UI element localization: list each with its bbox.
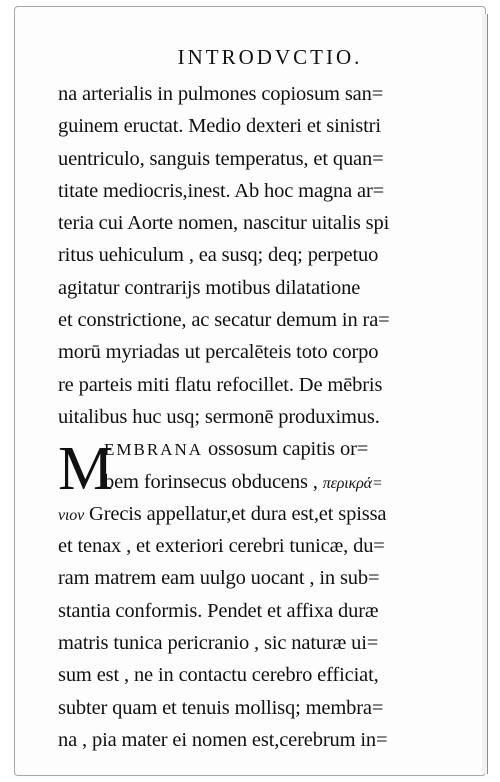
- text-line-15: et tenax , et exteriori cerebri tunicæ, du=: [58, 535, 385, 558]
- text-line-13-main: bem forinsecus obducens ,: [104, 470, 323, 493]
- paragraph-membrana: [58, 433, 428, 756]
- text-line-10: re parteis miti flatu refocillet. De mēbris: [58, 373, 383, 396]
- text-line-18: matris tunica pericranio , sic naturæ ui=: [58, 632, 379, 655]
- body-text: [58, 78, 428, 756]
- text-line-6: ritus uehiculum , ea susq; deq; perpetuo: [58, 244, 379, 267]
- text-line-1: na arterialis in pulmones copiosum san=: [58, 83, 384, 105]
- drop-cap-initial: M: [58, 435, 114, 504]
- text-line-12: [58, 433, 428, 465]
- text-line-2: guinem eructat. Medio dexteri et sinistri: [58, 115, 381, 138]
- text-line-9: morū myriadas ut percalēteis toto corpo: [58, 341, 379, 364]
- text-line-16: ram matrem eam uulgo uocant , in sub=: [58, 567, 380, 590]
- text-line-12-tail: ossosum capitis or=: [203, 438, 369, 461]
- text-line-3: uentriculo, sanguis temperatus, et quan=: [58, 147, 384, 170]
- text-line-19: sum est , ne in contactu cerebro efficiat,: [58, 664, 379, 687]
- initial-word-rest: EMBRANA: [104, 440, 204, 460]
- text-line-21: na , pia mater ei nomen est,cerebrum in=: [58, 728, 388, 751]
- greek-word-part-2: νιον: [58, 506, 85, 524]
- greek-word-part-1: περικρά=: [322, 474, 383, 492]
- text-line-17: stantia conformis. Pendet et affixa duræ: [58, 599, 379, 622]
- text-line-8: et constrictione, ac secatur demum in ra=: [58, 309, 390, 332]
- text-line-14: [58, 498, 428, 530]
- page-edge-shadow: [482, 14, 488, 774]
- text-line-14-rest: Grecis appellatur,et dura est,et spissa: [84, 502, 387, 525]
- text-line-5: teria cui Aorte nomen, nascitur uitalis spi: [58, 212, 390, 235]
- text-line-11: uitalibus huc usq; sermonē produximus.: [58, 405, 380, 428]
- text-line-13: [58, 466, 428, 498]
- text-line-7: agitatur contrarijs motibus dilatatione: [58, 276, 361, 299]
- text-line-20: subter quam et tenuis mollisq; membra=: [58, 696, 384, 719]
- text-line-4: titate mediocris,inest. Ab hoc magna ar=: [58, 179, 385, 202]
- running-head: INTRODVCTIO.: [177, 45, 363, 69]
